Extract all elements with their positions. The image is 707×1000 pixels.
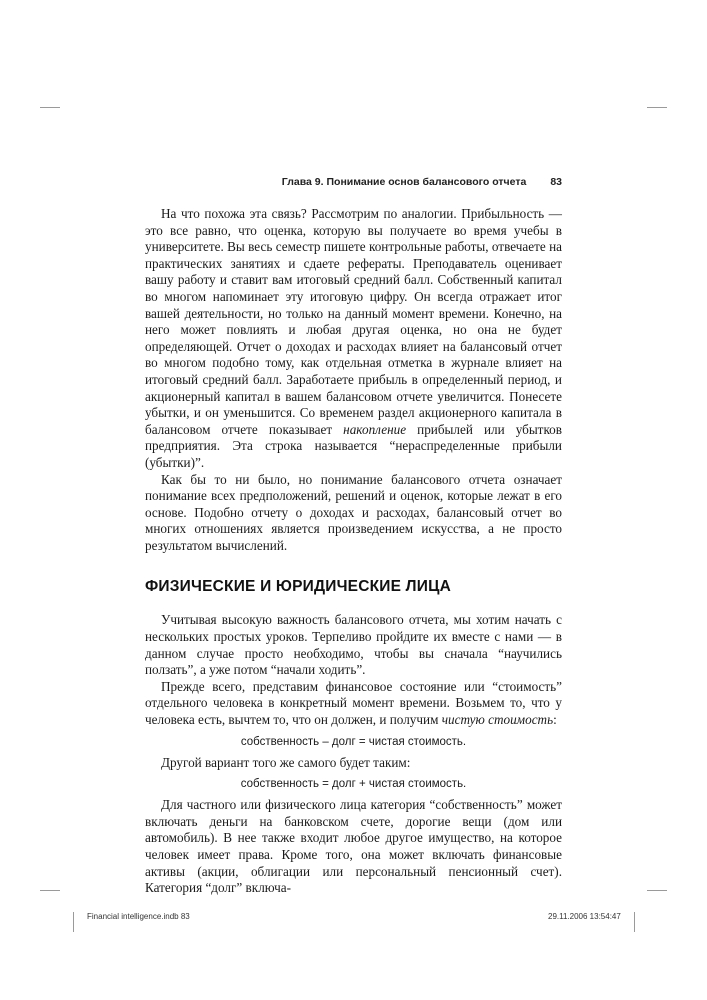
paragraph: Учитывая высокую важность балансового отчета, мы хотим начать с нескольких простых уроков. Терпеливо пройдите их вместе с нами — в данном случае просто необходимо, чтобы вы сначала “научились ползать”, а уже потом “начали ходить”. (145, 612, 562, 678)
paragraph-text: Прежде всего, представим финансовое состояние или “стоимость” отдельного человека в конкретный момент времени. Возьмем то, что у человека есть, вычтем то, что он должен, и получим (145, 678, 562, 728)
paragraph-text: прибылей или убытков предприятия. Эта строка называется “нераспределенные прибыли (убытки)”. (145, 421, 563, 470)
crop-mark (73, 912, 74, 932)
crop-mark (634, 912, 635, 932)
formula: собственность – долг = чистая стоимость. (240, 735, 467, 748)
paragraph: Другой вариант того же самого будет таким: (161, 754, 411, 770)
paragraph (145, 679, 562, 729)
paragraph-text: На что похожа эта связь? Рассмотрим по аналогии. Прибыльность — это все равно, что оценка, которую вы получаете во время учебы в университете. Вы весь семестр пишете контрольные работы, отвечаете на практических занятиях и сдаете рефераты. Преподаватель оценивает вашу работу и ставит вам итоговый средний балл. Собственный капитал во многом напоминает эту итоговую цифру. Он всегда отражает итог вашей деятельности, но только на данный момент времени. Конечно, на него может повлиять и любая другая оценка, но она не будет определяющей. Отчет о доходах и расходах влияет на балансовый отчет во многом подобно тому, как отдельная отметка в журнале влияет на итоговый средний балл. Заработаете прибыль в определенный период, и акционерный капитал в вашем балансовом отчете увеличится. Понесете убытки, и он уменьшится. Со временем раздел акционерного капитала в балансовом отчете показывает (145, 206, 562, 437)
paragraph: Для частного или физического лица категория “собственность” может включать деньги на банковском счете, дорогие вещи (дом или автомобиль). В нее также входит любое другое имущество, на которое человек имеет права. Кроме того, она может включать финансовые активы (акции, облигации или персональный пенсионный счет). Категория “долг” включа- (145, 797, 562, 896)
emphasis-text: накопление (343, 421, 407, 437)
section-heading: ФИЗИЧЕСКИЕ И ЮРИДИЧЕСКИЕ ЛИЦА (145, 578, 451, 596)
paragraph (145, 206, 562, 472)
paragraph-text: : (553, 712, 557, 728)
crop-mark (40, 107, 60, 108)
emphasis-text: чистую стоимость (441, 712, 554, 728)
footer-timestamp: 29.11.2006 13:54:47 (548, 912, 621, 921)
formula: собственность = долг + чистая стоимость. (240, 778, 467, 791)
page-number: 83 (550, 176, 562, 188)
chapter-title: Глава 9. Понимание основ балансового отчета (281, 176, 527, 188)
running-head (145, 176, 562, 192)
crop-mark (647, 890, 667, 891)
crop-mark (647, 107, 667, 108)
page-body (145, 206, 562, 897)
crop-mark (40, 890, 60, 891)
footer-file-name: Financial intelligence.indb 83 (87, 912, 190, 921)
paragraph: Как бы то ни было, но понимание балансового отчета означает понимание всех предположений, решений и оценок, которые лежат в его основе. Подобно отчету о доходах и расходах, балансовый отчет во многих отношениях является произведением искусства, а не просто результатом вычислений. (145, 471, 562, 553)
